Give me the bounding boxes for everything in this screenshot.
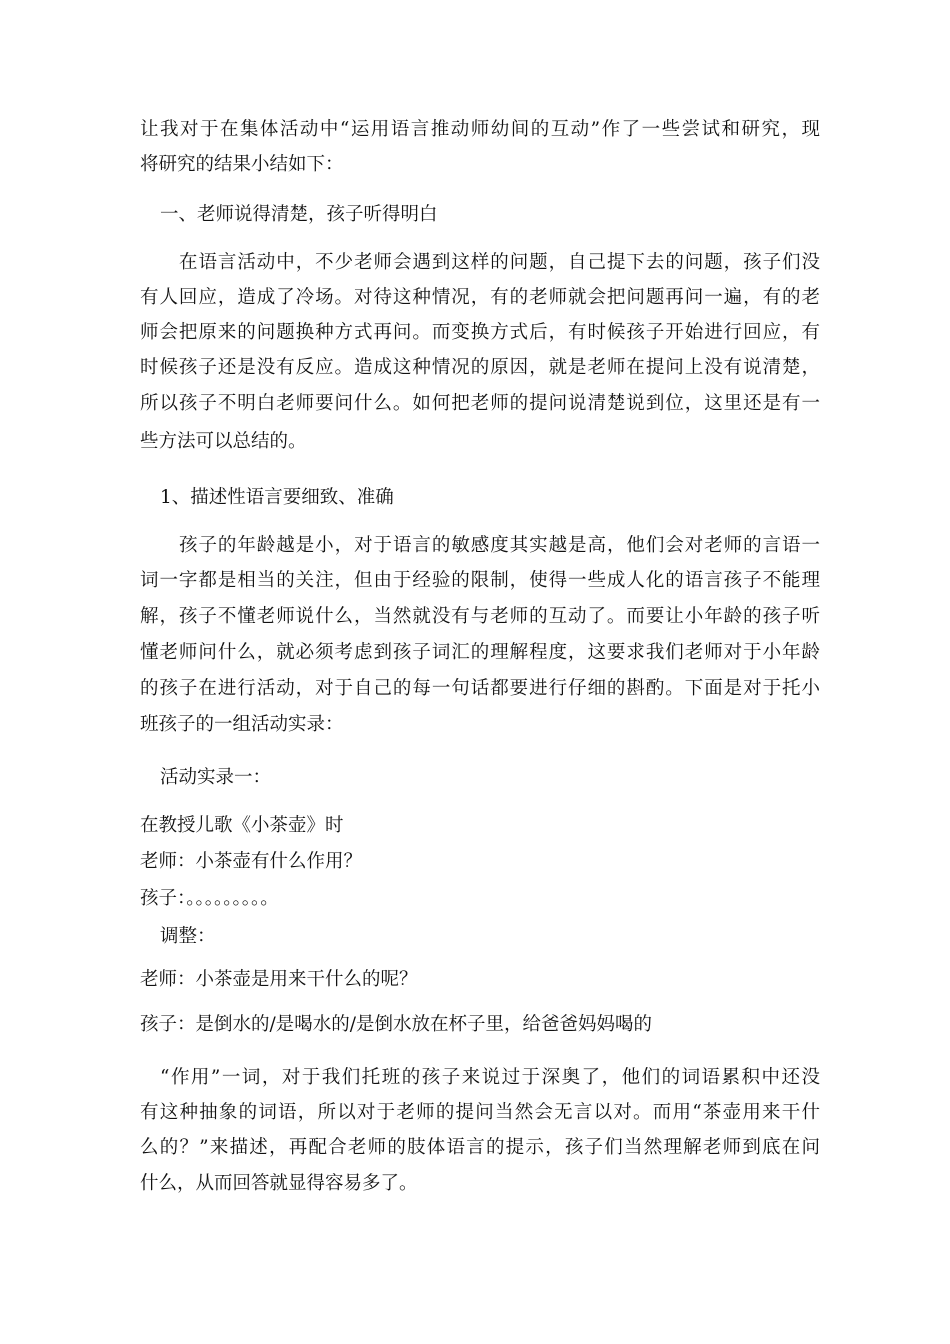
record-line: 老师：小茶壶是用来干什么的呢？ xyxy=(140,969,418,990)
paragraph-line: 的孩子在进行活动，对于自己的每一句话都要进行仔细的斟酌。下面是对于托小 xyxy=(140,678,820,699)
paragraph-line: 些方法可以总结的。 xyxy=(140,431,307,452)
record-heading: 调整： xyxy=(160,926,216,947)
paragraph-line: 有这种抽象的词语，所以对于老师的提问当然会无言以对。而用“茶壶用来干什 xyxy=(140,1102,820,1123)
record-line: 孩子：是倒水的/是喝水的/是倒水放在杯子里，给爸爸妈妈喝的 xyxy=(140,1014,652,1035)
paragraph-line: 班孩子的一组活动实录： xyxy=(140,714,344,735)
paragraph-line: 在语言活动中，不少老师会遇到这样的问题，自己提下去的问题，孩子们没 xyxy=(179,252,820,273)
paragraph-line: 什么，从而回答就显得容易多了。 xyxy=(140,1173,418,1194)
paragraph-line: 解，孩子不懂老师说什么，当然就没有与老师的互动了。而要让小年龄的孩子听 xyxy=(140,606,820,627)
paragraph-line: 让我对于在集体活动中“运用语言推动师幼间的互动”作了一些尝试和研究，现 xyxy=(140,119,820,140)
section-heading: 一、老师说得清楚，孩子听得明白 xyxy=(160,204,438,225)
paragraph-line: 词一字都是相当的关注，但由于经验的限制，使得一些成人化的语言孩子不能理 xyxy=(140,570,820,591)
paragraph-line: 懂老师问什么，就必须考虑到孩子词汇的理解程度，这要求我们老师对于小年龄 xyxy=(140,642,820,663)
record-line: 在教授儿歌《小茶壶》时 xyxy=(140,815,344,836)
paragraph-line: “作用”一词，对于我们托班的孩子来说过于深奥了，他们的词语累积中还没 xyxy=(160,1067,820,1088)
paragraph-line: 么的？”来描述，再配合老师的肢体语言的提示，孩子们当然理解老师到底在问 xyxy=(140,1137,820,1158)
record-heading: 活动实录一： xyxy=(160,767,272,788)
paragraph-line: 将研究的结果小结如下： xyxy=(140,154,344,175)
paragraph-line: 时候孩子还是没有反应。造成这种情况的原因，就是老师在提问上没有说清楚， xyxy=(140,357,820,378)
paragraph-line: 有人回应，造成了冷场。对待这种情况，有的老师就会把问题再问一遍，有的老 xyxy=(140,287,820,308)
paragraph-line: 师会把原来的问题换种方式再问。而变换方式后，有时候孩子开始进行回应，有 xyxy=(140,322,820,343)
record-line: 老师：小茶壶有什么作用？ xyxy=(140,851,363,872)
paragraph-line: 孩子的年龄越是小，对于语言的敏感度其实越是高，他们会对老师的言语一 xyxy=(179,535,820,556)
paragraph-line: 所以孩子不明白老师要问什么。如何把老师的提问说清楚说到位，这里还是有一 xyxy=(140,393,820,414)
record-line: 孩子：。。。。。。。。。 xyxy=(140,888,279,909)
subsection-heading: 1、描述性语言要细致、准确 xyxy=(160,487,394,508)
